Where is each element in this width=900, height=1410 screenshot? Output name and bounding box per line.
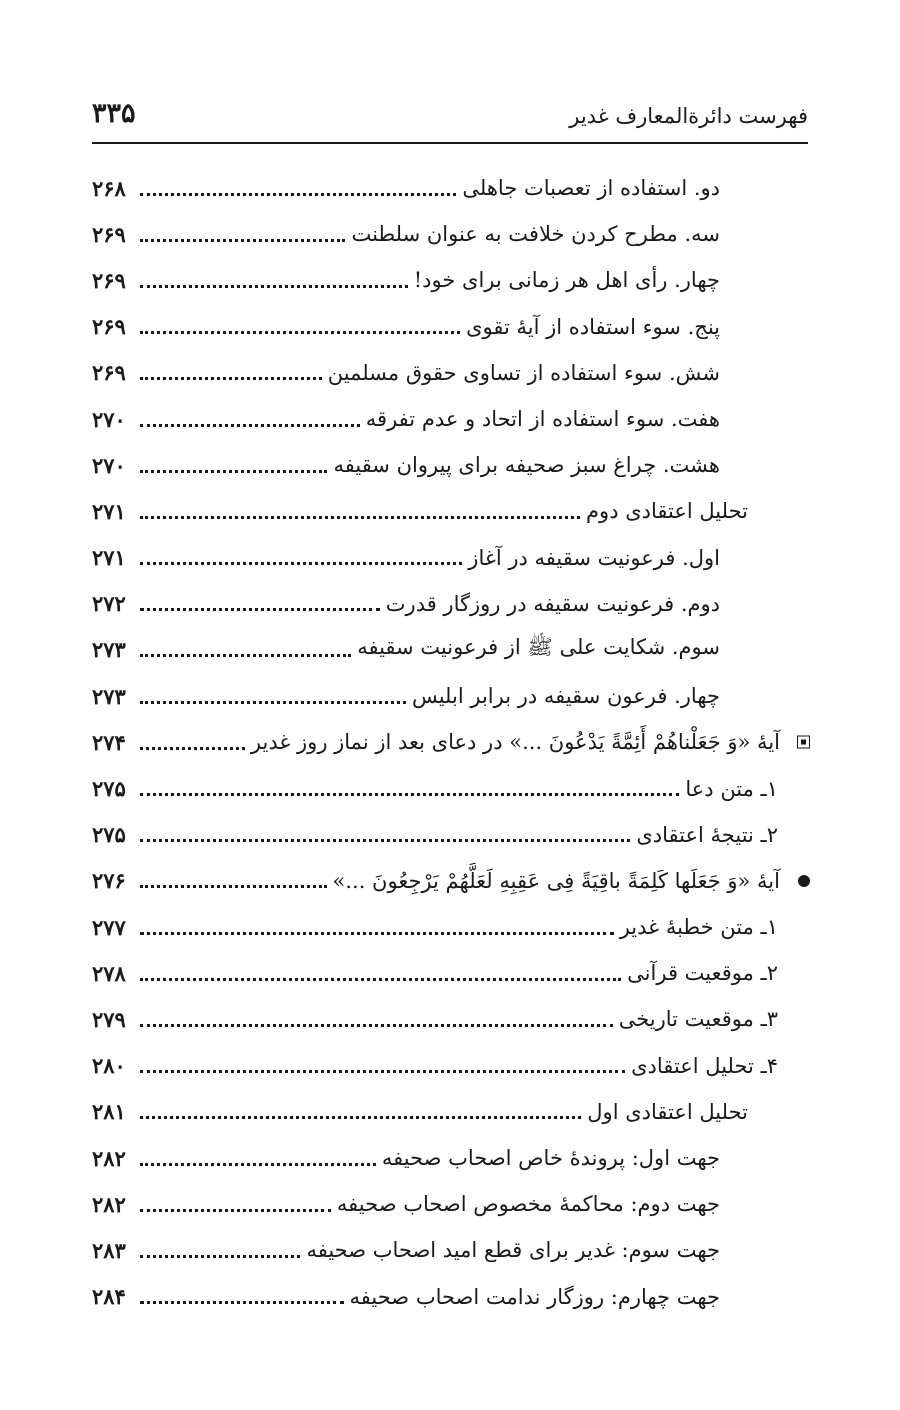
- dot-leader: [140, 239, 345, 242]
- toc-entry-title: شش. سوء استفاده از تساوی حقوق مسلمین: [327, 360, 720, 385]
- toc-entry: [92, 581, 808, 627]
- toc-entry: [92, 165, 808, 211]
- dot-leader: [140, 1116, 581, 1119]
- toc-entry-page: ۲۸۰: [92, 1053, 126, 1079]
- toc-entry: [92, 257, 808, 303]
- dot-leader: [140, 747, 245, 750]
- dot-leader: [140, 562, 462, 565]
- toc-entry-page: ۲۷۱: [92, 545, 126, 571]
- toc-entry-page: ۲۷۱: [92, 498, 126, 524]
- dot-leader: [140, 885, 327, 888]
- toc-entry-title: سه. مطرح کردن خلافت به عنوان سلطنت: [351, 222, 720, 247]
- toc-entry-page: ۲۷۶: [92, 868, 126, 894]
- dot-leader: [140, 654, 351, 657]
- toc-entry: [92, 627, 808, 673]
- toc-entry-page: ۲۷۲: [92, 591, 126, 617]
- page-number: ۳۳۵: [92, 98, 136, 129]
- toc-entry-title: ۲ـ موقعیت قرآنی: [627, 961, 778, 986]
- toc-entry-page: ۲۷۷: [92, 914, 126, 940]
- dot-leader: [140, 608, 380, 611]
- dot-leader: [140, 932, 614, 935]
- toc-entry-title: ۲ـ نتیجهٔ اعتقادی: [636, 822, 778, 847]
- toc-entry-title: جهت اول: پروندهٔ خاص اصحاب صحیفه: [381, 1146, 720, 1171]
- toc-entry-page: ۲۶۹: [92, 314, 126, 340]
- toc-entry-title: ۱ـ متن خطبهٔ غدیر: [619, 915, 778, 940]
- toc-entry: [92, 396, 808, 442]
- toc-entry-title: هشت. چراغ سبز صحیفه برای پیروان سقیفه: [333, 453, 720, 478]
- dot-leader: [140, 516, 580, 519]
- toc-entry-title: جهت چهارم: روزگار ندامت اصحاب صحیفه: [349, 1284, 720, 1309]
- dot-leader: [140, 285, 408, 288]
- toc-entry: [92, 1227, 808, 1273]
- toc-entry: [92, 535, 808, 581]
- toc-entry-page: ۲۸۳: [92, 1237, 126, 1263]
- toc-entry-title: چهار. فرعون سقیفه در برابر ابلیس: [411, 684, 720, 709]
- dot-leader: [140, 193, 456, 196]
- dot-leader: [140, 377, 322, 380]
- toc-entry: [92, 719, 808, 765]
- toc-entry-page: ۲۶۹: [92, 267, 126, 293]
- toc-entry-title: ۳ـ موقعیت تاریخی: [618, 1007, 778, 1032]
- dot-leader: [140, 424, 360, 427]
- dot-leader: [140, 1070, 625, 1073]
- toc-entry-page: ۲۶۸: [92, 175, 126, 201]
- dot-bullet-icon: [798, 875, 810, 887]
- toc-entry-title: پنج. سوء استفاده از آیهٔ تقوی: [466, 314, 720, 339]
- dot-leader: [140, 978, 621, 981]
- toc-entry: [92, 1274, 808, 1320]
- toc-entry-page: ۲۷۰: [92, 452, 126, 478]
- toc-entry-title: ۱ـ متن دعا: [685, 776, 778, 801]
- toc-entry-title: اول. فرعونیت سقیفه در آغاز: [468, 545, 720, 570]
- toc-entry-page: ۲۶۹: [92, 221, 126, 247]
- dot-leader: [140, 1163, 376, 1166]
- toc-entry: [92, 1181, 808, 1227]
- toc-entry-title: دو. استفاده از تعصبات جاهلی: [462, 176, 720, 201]
- toc-entry: [92, 1089, 808, 1135]
- toc-entry: [92, 304, 808, 350]
- toc-entry: [92, 1043, 808, 1089]
- toc-entry-title: چهار. رأی اهل هر زمانی برای خود!: [413, 268, 720, 293]
- dot-leader: [140, 793, 679, 796]
- toc-entry-title: جهت سوم: غدیر برای قطع امید اصحاب صحیفه: [306, 1238, 720, 1263]
- toc-entry: [92, 488, 808, 534]
- toc-entry-title: تحلیل اعتقادی اول: [587, 1099, 748, 1124]
- running-title: فهرست دائرةالمعارف غدیر: [569, 104, 808, 128]
- toc-entry-title: سوم. شکایت علی ﷺ از فرعونیت سقیفه: [357, 635, 720, 660]
- dot-leader: [140, 470, 327, 473]
- toc-entry: [92, 765, 808, 811]
- toc-entry: [92, 812, 808, 858]
- toc-entry-title: هفت. سوء استفاده از اتحاد و عدم تفرقه: [365, 407, 720, 432]
- toc-entry: [92, 442, 808, 488]
- dot-leader: [140, 1024, 613, 1027]
- dot-leader: [140, 331, 460, 334]
- toc-entry: [92, 996, 808, 1042]
- toc-entry-title: ۴ـ تحلیل اعتقادی: [631, 1053, 778, 1078]
- toc-entry: [92, 858, 808, 904]
- toc-entry: [92, 211, 808, 257]
- toc-entry-page: ۲۷۸: [92, 960, 126, 986]
- dot-leader: [140, 839, 630, 842]
- toc-entry: [92, 950, 808, 996]
- toc-entry-page: ۲۶۹: [92, 360, 126, 386]
- toc-entry: [92, 350, 808, 396]
- toc-entry-page: ۲۷۵: [92, 822, 126, 848]
- toc-entry-page: ۲۷۹: [92, 1006, 126, 1032]
- toc-entry-page: ۲۷۳: [92, 637, 126, 663]
- toc-entry-page: ۲۷۰: [92, 406, 126, 432]
- toc-entry-title: جهت دوم: محاکمهٔ مخصوص اصحاب صحیفه: [336, 1192, 720, 1217]
- table-of-contents: [92, 165, 808, 1320]
- toc-entry: [92, 673, 808, 719]
- toc-entry-page: ۲۷۳: [92, 683, 126, 709]
- toc-entry-page: ۲۸۲: [92, 1191, 126, 1217]
- toc-entry-page: ۲۷۴: [92, 729, 126, 755]
- toc-entry: [92, 904, 808, 950]
- toc-entry: [92, 1135, 808, 1181]
- toc-entry-page: ۲۷۵: [92, 776, 126, 802]
- dot-leader: [140, 701, 406, 704]
- dot-leader: [140, 1209, 331, 1212]
- dot-leader: [140, 1255, 300, 1258]
- toc-entry-title: تحلیل اعتقادی دوم: [586, 499, 748, 524]
- dot-leader: [140, 1301, 344, 1304]
- toc-entry-page: ۲۸۱: [92, 1099, 126, 1125]
- toc-entry-page: ۲۸۲: [92, 1145, 126, 1171]
- toc-entry-page: ۲۸۴: [92, 1284, 126, 1310]
- page-header: [92, 96, 808, 144]
- toc-entry-title: آیهٔ «وَ جَعَلْناهُمْ أَئِمَّةً یَدْعُونَ ...» در دعای بعد از نماز روز غدیر: [250, 730, 780, 755]
- toc-entry-title: دوم. فرعونیت سقیفه در روزگار قدرت: [385, 591, 720, 616]
- square-bullet-icon: [797, 736, 810, 749]
- toc-entry-title: آیهٔ «وَ جَعَلَها کَلِمَةً باقِیَةً فِی عَقِبِهِ لَعَلَّهُمْ یَرْجِعُونَ ...»: [332, 868, 780, 893]
